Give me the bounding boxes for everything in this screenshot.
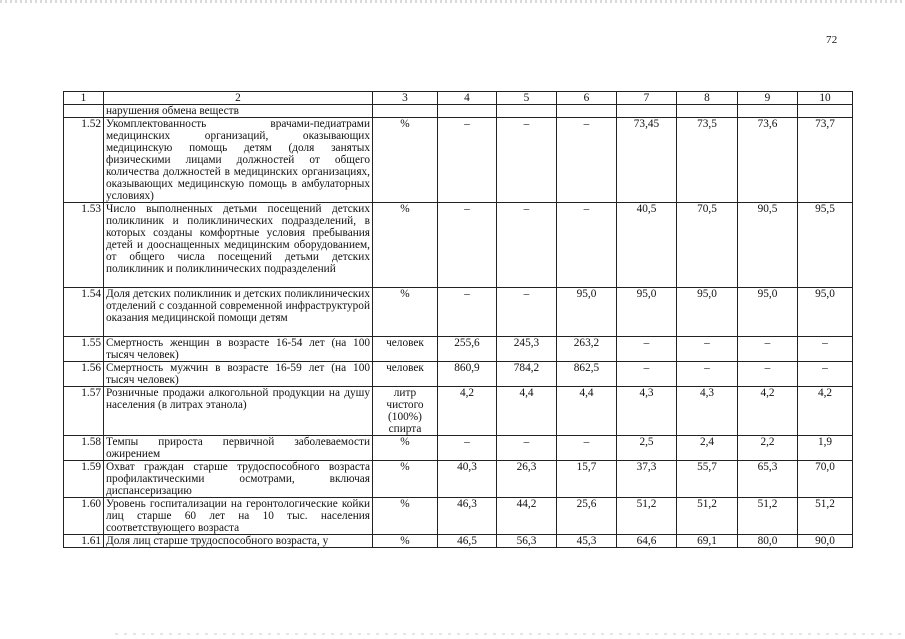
table-row <box>64 498 853 535</box>
continuation-row <box>64 105 853 118</box>
value-cell: 46,3 <box>438 498 497 535</box>
unit-cell: % <box>373 436 438 461</box>
value-cell: 90,0 <box>798 535 853 548</box>
value-cell: 37,3 <box>617 461 677 498</box>
row-number: 1.54 <box>64 288 104 337</box>
value-cell: – <box>677 362 738 387</box>
unit-cell: % <box>373 288 438 337</box>
value-cell: 64,6 <box>617 535 677 548</box>
value-cell: 69,1 <box>677 535 738 548</box>
row-number: 1.57 <box>64 387 104 436</box>
empty-cell <box>677 105 738 118</box>
indicator-name: Укомплектованность врачами-педиатрами медицинских организаций, оказывающих медицинскую помощь детям (доля занятых физическими лицами должностей от общего количества должностей в медицинских организациях, оказывающих медицинскую помощь в амбулаторных условиях) <box>104 118 373 203</box>
value-cell: 245,3 <box>497 337 557 362</box>
value-cell: – <box>738 337 798 362</box>
indicator-name: Розничные продажи алкогольной продукции на душу населения (в литрах этанола) <box>104 387 373 436</box>
table-header-row <box>64 92 853 105</box>
row-number: 1.61 <box>64 535 104 548</box>
value-cell: 80,0 <box>738 535 798 548</box>
value-cell: – <box>617 337 677 362</box>
value-cell: – <box>497 288 557 337</box>
value-cell: 51,2 <box>798 498 853 535</box>
value-cell: – <box>497 118 557 203</box>
value-cell: – <box>738 362 798 387</box>
scan-edge-top <box>0 0 905 3</box>
value-cell: 55,7 <box>677 461 738 498</box>
value-cell: 46,5 <box>438 535 497 548</box>
value-cell: – <box>557 118 617 203</box>
table-row <box>64 436 853 461</box>
unit-cell: % <box>373 498 438 535</box>
unit-cell: % <box>373 203 438 288</box>
unit-cell: литр чистого (100%) спирта <box>373 387 438 436</box>
value-cell: 44,2 <box>497 498 557 535</box>
table-row <box>64 387 853 436</box>
value-cell: 70,0 <box>798 461 853 498</box>
value-cell: – <box>497 203 557 288</box>
row-number: 1.58 <box>64 436 104 461</box>
value-cell: – <box>557 436 617 461</box>
value-cell: 65,3 <box>738 461 798 498</box>
value-cell: 860,9 <box>438 362 497 387</box>
row-number: 1.53 <box>64 203 104 288</box>
indicator-name: Охват граждан старше трудоспособного возраста профилактическими осмотрами, включая диспансеризацию <box>104 461 373 498</box>
value-cell: 784,2 <box>497 362 557 387</box>
value-cell: 73,7 <box>798 118 853 203</box>
table-row <box>64 362 853 387</box>
header-cell: 7 <box>617 92 677 105</box>
value-cell: 45,3 <box>557 535 617 548</box>
value-cell: 4,2 <box>738 387 798 436</box>
indicators-table <box>63 91 853 548</box>
table-row <box>64 535 853 548</box>
value-cell: 4,3 <box>617 387 677 436</box>
table-row <box>64 203 853 288</box>
indicator-name: Доля детских поликлиник и детских поликлинических отделений с созданной современной инфраструктурой оказания медицинской помощи детям <box>104 288 373 337</box>
continuation-text: нарушения обмена веществ <box>104 105 373 118</box>
value-cell: 4,4 <box>557 387 617 436</box>
value-cell: – <box>617 362 677 387</box>
value-cell: – <box>438 203 497 288</box>
unit-cell: человек <box>373 362 438 387</box>
empty-cell <box>557 105 617 118</box>
value-cell: 4,3 <box>677 387 738 436</box>
value-cell: 255,6 <box>438 337 497 362</box>
value-cell: 90,5 <box>738 203 798 288</box>
value-cell: – <box>438 118 497 203</box>
indicator-name: Темпы прироста первичной заболеваемости ожирением <box>104 436 373 461</box>
empty-cell <box>373 105 438 118</box>
value-cell: 40,3 <box>438 461 497 498</box>
value-cell: 56,3 <box>497 535 557 548</box>
value-cell: 95,5 <box>798 203 853 288</box>
value-cell: 4,4 <box>497 387 557 436</box>
empty-cell <box>617 105 677 118</box>
value-cell: – <box>497 436 557 461</box>
header-cell: 4 <box>438 92 497 105</box>
value-cell: 15,7 <box>557 461 617 498</box>
value-cell: – <box>438 288 497 337</box>
value-cell: 40,5 <box>617 203 677 288</box>
value-cell: 862,5 <box>557 362 617 387</box>
value-cell: 70,5 <box>677 203 738 288</box>
value-cell: – <box>557 203 617 288</box>
indicator-name: Смертность женщин в возрасте 16-54 лет (на 100 тысяч человек) <box>104 337 373 362</box>
indicator-name: Уровень госпитализации на геронтологические койки лиц старше 60 лет на 10 тыс. населения соответствующего возраста <box>104 498 373 535</box>
value-cell: 51,2 <box>738 498 798 535</box>
row-number: 1.60 <box>64 498 104 535</box>
value-cell: 263,2 <box>557 337 617 362</box>
unit-cell: человек <box>373 337 438 362</box>
value-cell: 25,6 <box>557 498 617 535</box>
value-cell: 95,0 <box>677 288 738 337</box>
table-row <box>64 461 853 498</box>
header-cell: 1 <box>64 92 104 105</box>
empty-cell <box>497 105 557 118</box>
value-cell: 2,2 <box>738 436 798 461</box>
value-cell: 51,2 <box>617 498 677 535</box>
header-cell: 3 <box>373 92 438 105</box>
row-number: 1.52 <box>64 118 104 203</box>
header-cell: 9 <box>738 92 798 105</box>
value-cell: 73,6 <box>738 118 798 203</box>
indicator-name: Смертность мужчин в возрасте 16-59 лет (на 100 тысяч человек) <box>104 362 373 387</box>
value-cell: 2,5 <box>617 436 677 461</box>
scan-edge-bottom <box>115 633 905 635</box>
page-number: 72 <box>826 34 838 46</box>
row-number: 1.56 <box>64 362 104 387</box>
header-cell: 8 <box>677 92 738 105</box>
value-cell: 73,5 <box>677 118 738 203</box>
header-cell: 2 <box>104 92 373 105</box>
table-row <box>64 118 853 203</box>
header-cell: 10 <box>798 92 853 105</box>
indicator-name: Число выполненных детьми посещений детских поликлиник и поликлинических подразделений, в которых созданы комфортные условия пребывания детей и дооснащенных медицинским оборудованием, от общего числа посещений детьми детских поликлиник и поликлинических подразделений <box>104 203 373 288</box>
value-cell: 73,45 <box>617 118 677 203</box>
value-cell: 1,9 <box>798 436 853 461</box>
header-cell: 5 <box>497 92 557 105</box>
row-number: 1.55 <box>64 337 104 362</box>
indicator-name: Доля лиц старше трудоспособного возраста, у <box>104 535 373 548</box>
value-cell: – <box>677 337 738 362</box>
value-cell: 4,2 <box>438 387 497 436</box>
table-body <box>64 118 853 548</box>
value-cell: 4,2 <box>798 387 853 436</box>
header-cell: 6 <box>557 92 617 105</box>
value-cell: – <box>438 436 497 461</box>
table-row <box>64 288 853 337</box>
value-cell: – <box>798 337 853 362</box>
value-cell: 95,0 <box>798 288 853 337</box>
unit-cell: % <box>373 118 438 203</box>
row-number: 1.59 <box>64 461 104 498</box>
value-cell: 51,2 <box>677 498 738 535</box>
empty-cell <box>438 105 497 118</box>
unit-cell: % <box>373 461 438 498</box>
value-cell: 95,0 <box>557 288 617 337</box>
unit-cell: % <box>373 535 438 548</box>
empty-cell <box>738 105 798 118</box>
row-number <box>64 105 104 118</box>
value-cell: 95,0 <box>617 288 677 337</box>
value-cell: 2,4 <box>677 436 738 461</box>
value-cell: 26,3 <box>497 461 557 498</box>
value-cell: – <box>798 362 853 387</box>
empty-cell <box>798 105 853 118</box>
value-cell: 95,0 <box>738 288 798 337</box>
table-row <box>64 337 853 362</box>
